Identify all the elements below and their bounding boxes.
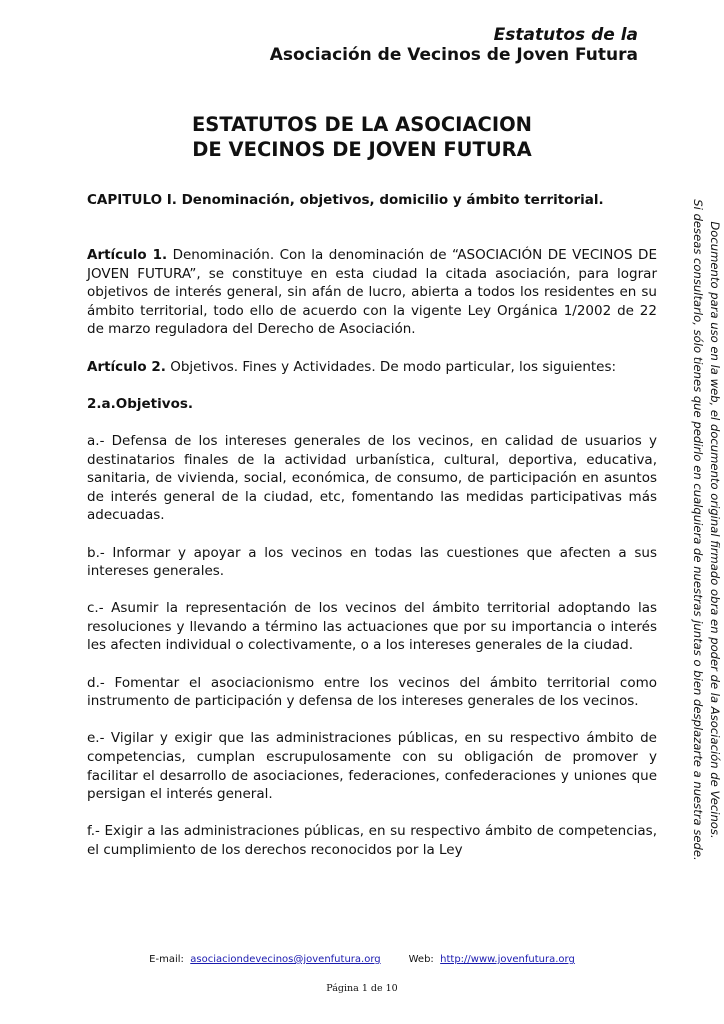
article-2-heading: Artículo 2.	[87, 358, 166, 375]
article-1-text: Denominación. Con la denominación de “ASOCIACIÓN DE VECINOS DE JOVEN FUTURA”, se constituye en esta ciudad la citada asociación, para lograr objetivos de interés general, sin afán de lucro, abierta a todos los residentes en su ámbito territorial, todo ello de acuerdo con la vigente Ley Orgánica 1/2002 de 22 de marzo reguladora del Derecho de Asociación.	[87, 247, 657, 338]
header-association-name: Asociación de Vecinos de Joven Futura	[269, 45, 638, 65]
web-label: Web:	[408, 954, 434, 965]
page-title-line-1: ESTATUTOS DE LA ASOCIACION	[191, 113, 532, 136]
side-notice-line-2: Si deseas consultarlo, sólo tienes que pedirlo en cualquiera de nuestras juntas o bien desplazarte a nuestra sede.	[691, 199, 705, 861]
side-notice-line-1: Documento para uso en la web, el documento original firmado obra en poder de la Asociación de Vecinos.	[708, 221, 722, 839]
footer-contact	[0, 955, 724, 965]
article-2-text: Objetivos. Fines y Actividades. De modo particular, los siguientes:	[165, 358, 617, 375]
web-link[interactable]: http://www.jovenfutura.org	[440, 954, 575, 965]
header-document-title: Estatutos de la	[493, 25, 638, 45]
page-title-line-2: DE VECINOS DE JOVEN FUTURA	[192, 138, 532, 161]
article-1	[87, 246, 657, 339]
side-notice	[683, 170, 723, 890]
document-body	[87, 246, 657, 878]
objective-item-e: e.- Vigilar y exigir que las administraciones públicas, en su respectivo ámbito de competencias, cumplan escrupulosamente con su obligación de promover y facilitar el desarrollo de asociaciones, federaciones, confederaciones y uniones que persigan el interés general.	[87, 730, 657, 803]
article-1-heading: Artículo 1.	[87, 247, 168, 263]
page-number: Página 1 de 10	[326, 983, 398, 994]
objective-item-c: c.- Asumir la representación de los vecinos del ámbito territorial adoptando las resoluciones y llevando a término las actuaciones que por su importancia o interés les afecten individual o colectivamente, o a los intereses generales de la ciudad.	[87, 600, 657, 654]
article-2	[87, 358, 657, 377]
email-link[interactable]: asociaciondevecinos@jovenfutura.org	[190, 954, 381, 965]
email-label: E-mail:	[149, 954, 184, 965]
objective-item-a: a.- Defensa de los intereses generales de los vecinos, en calidad de usuarios y destinatarios finales de la actividad urbanística, cultural, deportiva, educativa, sanitaria, de vivienda, social, económica, de consumo, de participación en asuntos de interés general de la ciudad, etc, fomentando las medidas participativas más adecuadas.	[87, 432, 657, 524]
objective-item-b: b.- Informar y apoyar a los vecinos en todas las cuestiones que afecten a sus intereses generales.	[87, 544, 657, 580]
objective-item-f: f.- Exigir a las administraciones públicas, en su respectivo ámbito de competencias, el cumplimiento de los derechos reconocidos por la Ley	[87, 823, 657, 858]
objectives-subheading: 2.a.Objetivos.	[87, 395, 194, 412]
objective-item-d: d.- Fomentar el asociacionismo entre los vecinos del ámbito territorial como instrumento de participación y defensa de los intereses generales de los vecinos.	[87, 674, 657, 710]
chapter-heading: CAPITULO I. Denominación, objetivos, domicilio y ámbito territorial.	[87, 192, 604, 208]
